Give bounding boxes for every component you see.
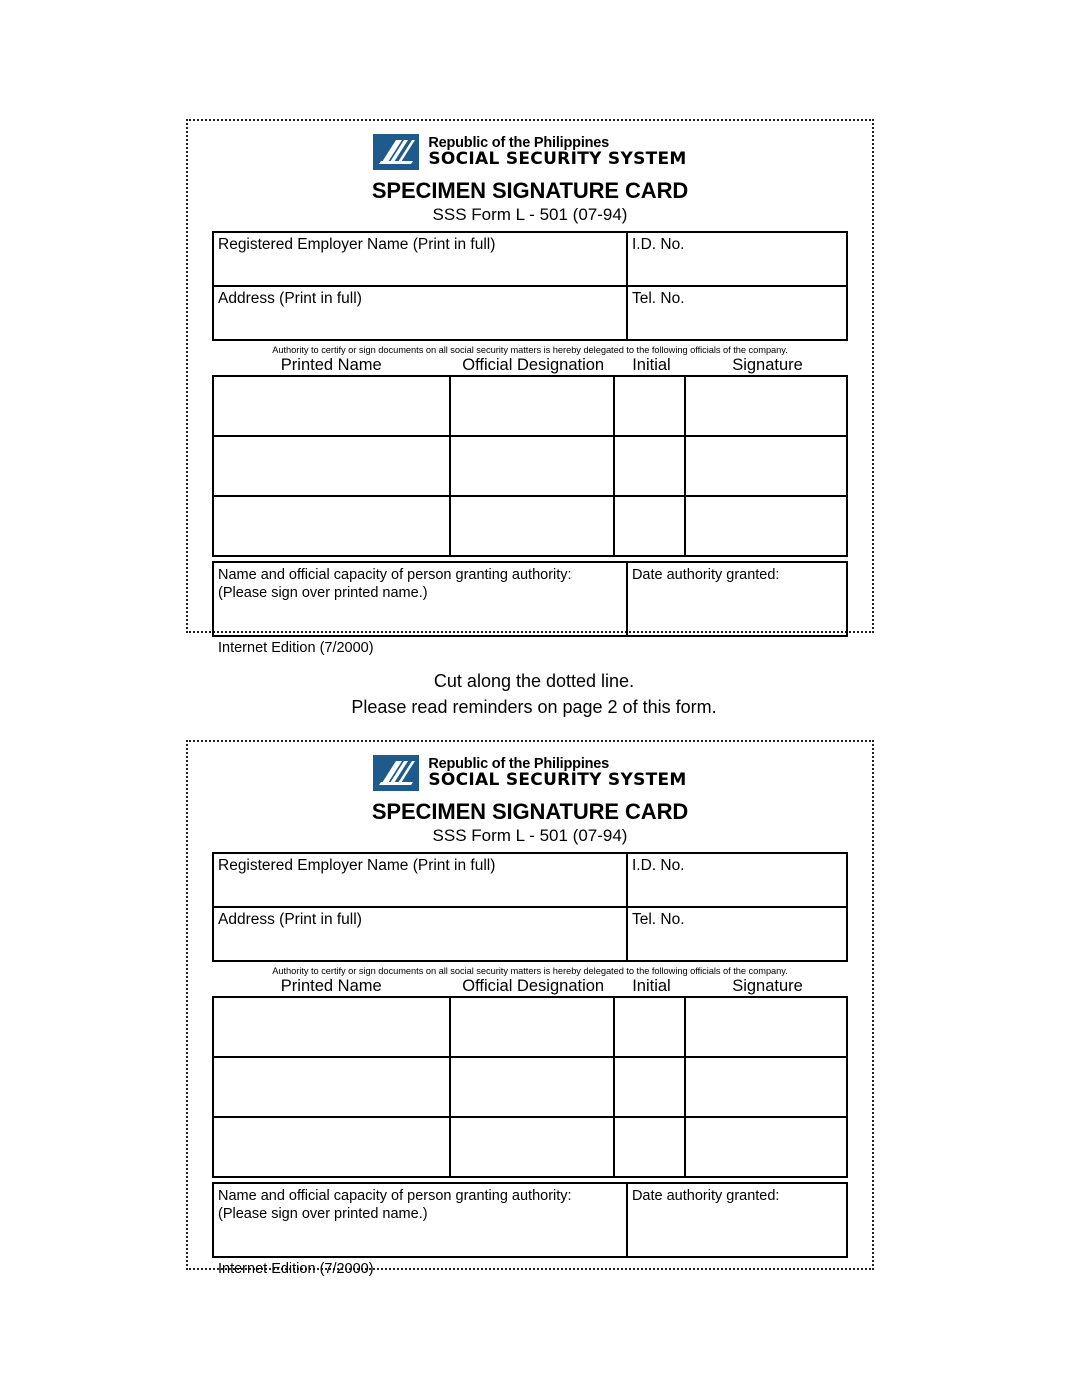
address-row	[214, 287, 846, 341]
cell-printed-name[interactable]	[214, 497, 451, 555]
granting-authority-box	[212, 561, 848, 637]
employer-info-table	[212, 231, 848, 341]
specimen-signature-card-bottom	[186, 740, 874, 1278]
table-row	[214, 377, 846, 437]
column-header-printed-name: Printed Name	[280, 977, 382, 996]
cell-initial[interactable]	[615, 998, 686, 1056]
edition-note: Internet Edition (7/2000)	[218, 640, 374, 657]
authority-delegation-note: Authority to certify or sign documents on all social security matters is hereby delegated to the following officials of the company.	[272, 966, 788, 976]
table-row	[214, 998, 846, 1058]
tel-no-field[interactable]	[628, 287, 846, 339]
address-row	[214, 908, 846, 962]
authority-delegation-note: Authority to certify or sign documents on all social security matters is hereby delegated to the following officials of the company.	[272, 345, 788, 355]
date-granted-field[interactable]	[628, 563, 846, 635]
agency-republic-label: Republic of the Philippines	[428, 134, 610, 151]
column-header-signature: Signature	[732, 977, 803, 996]
tel-no-label: Tel. No.	[631, 911, 685, 928]
table-row	[214, 1118, 846, 1178]
id-no-label: I.D. No.	[631, 857, 685, 874]
cell-initial[interactable]	[615, 497, 686, 555]
address-label: Address (Print in full)	[218, 290, 362, 307]
cell-official-designation[interactable]	[451, 377, 615, 435]
cell-signature[interactable]	[686, 437, 846, 495]
cut-instruction-line2: Please read reminders on page 2 of this form.	[351, 697, 717, 718]
employer-name-row	[214, 233, 846, 287]
column-header-signature: Signature	[732, 356, 803, 375]
tel-no-label: Tel. No.	[631, 290, 685, 307]
sss-logo-icon	[373, 755, 419, 791]
cell-signature[interactable]	[686, 1058, 846, 1116]
address-field[interactable]	[214, 287, 628, 339]
table-row	[214, 437, 846, 497]
cell-printed-name[interactable]	[214, 377, 451, 435]
date-granted-field[interactable]	[628, 1184, 846, 1256]
employer-name-row	[214, 854, 846, 908]
cell-official-designation[interactable]	[451, 437, 615, 495]
page-title: SPECIMEN SIGNATURE CARD	[371, 799, 689, 824]
agency-name-label: SOCIAL SECURITY SYSTEM	[428, 148, 687, 169]
cell-signature[interactable]	[686, 998, 846, 1056]
cell-initial[interactable]	[615, 437, 686, 495]
column-header-initial: Initial	[632, 356, 671, 375]
granting-person-label-line1: Name and official capacity of person granting authority:	[218, 567, 572, 584]
table-row	[214, 1058, 846, 1118]
form-number-label: SSS Form L - 501 (07-94)	[432, 826, 628, 845]
id-no-field[interactable]	[628, 854, 846, 906]
cell-official-designation[interactable]	[451, 1118, 615, 1176]
agency-name-label: SOCIAL SECURITY SYSTEM	[428, 769, 687, 790]
column-header-printed-name: Printed Name	[280, 356, 382, 375]
cut-instructions	[0, 668, 1068, 720]
cell-signature[interactable]	[686, 377, 846, 435]
edition-note: Internet Edition (7/2000)	[218, 1261, 374, 1278]
granting-person-label-line2: (Please sign over printed name.)	[218, 1206, 428, 1223]
agency-republic-label: Republic of the Philippines	[428, 755, 610, 772]
address-label: Address (Print in full)	[218, 911, 362, 928]
cell-official-designation[interactable]	[451, 998, 615, 1056]
address-field[interactable]	[214, 908, 628, 960]
signatory-table	[212, 375, 848, 557]
employer-name-field[interactable]	[214, 233, 628, 285]
id-no-label: I.D. No.	[631, 236, 685, 253]
employer-name-label: Registered Employer Name (Print in full)	[218, 857, 496, 874]
sss-logo-icon	[373, 134, 419, 170]
granting-person-field[interactable]	[214, 1184, 628, 1256]
id-no-field[interactable]	[628, 233, 846, 285]
tel-no-field[interactable]	[628, 908, 846, 960]
granting-person-field[interactable]	[214, 563, 628, 635]
granting-authority-box	[212, 1182, 848, 1258]
table-row	[214, 497, 846, 557]
cell-initial[interactable]	[615, 377, 686, 435]
cell-initial[interactable]	[615, 1118, 686, 1176]
form-number-label: SSS Form L - 501 (07-94)	[432, 205, 628, 224]
cell-official-designation[interactable]	[451, 497, 615, 555]
granting-person-label-line1: Name and official capacity of person granting authority:	[218, 1188, 572, 1205]
cell-initial[interactable]	[615, 1058, 686, 1116]
cell-printed-name[interactable]	[214, 998, 451, 1056]
cell-signature[interactable]	[686, 1118, 846, 1176]
column-header-official-designation: Official Designation	[462, 356, 605, 375]
employer-name-label: Registered Employer Name (Print in full)	[218, 236, 496, 253]
employer-name-field[interactable]	[214, 854, 628, 906]
column-header-official-designation: Official Designation	[462, 977, 605, 996]
cell-printed-name[interactable]	[214, 1118, 451, 1176]
signatory-column-headers	[212, 977, 848, 995]
page-title: SPECIMEN SIGNATURE CARD	[371, 178, 689, 203]
column-header-initial: Initial	[632, 977, 671, 996]
date-granted-label: Date authority granted:	[631, 1188, 780, 1205]
cell-printed-name[interactable]	[214, 437, 451, 495]
specimen-signature-card-top	[186, 119, 874, 657]
cut-instruction-line1: Cut along the dotted line.	[433, 671, 635, 691]
date-granted-label: Date authority granted:	[631, 567, 780, 584]
cell-official-designation[interactable]	[451, 1058, 615, 1116]
cell-signature[interactable]	[686, 497, 846, 555]
form-header-bottom	[212, 742, 848, 791]
signatory-column-headers	[212, 356, 848, 374]
cell-printed-name[interactable]	[214, 1058, 451, 1116]
employer-info-table	[212, 852, 848, 962]
signatory-table	[212, 996, 848, 1178]
granting-person-label-line2: (Please sign over printed name.)	[218, 585, 428, 602]
form-header-top	[212, 121, 848, 170]
